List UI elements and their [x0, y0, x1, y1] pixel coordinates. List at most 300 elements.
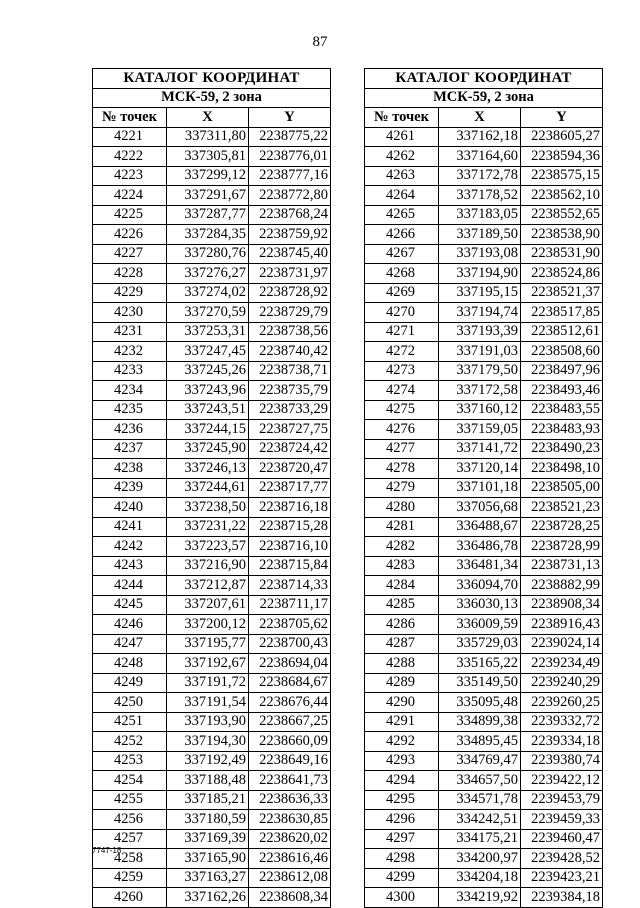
table-row: [365, 654, 603, 674]
point-number: 4291: [365, 712, 439, 732]
point-number: 4261: [365, 127, 439, 147]
y-coordinate: 2238735,79: [249, 381, 331, 401]
y-coordinate: 2239024,14: [521, 634, 603, 654]
y-coordinate: 2238552,65: [521, 205, 603, 225]
x-coordinate: 337195,15: [439, 283, 521, 303]
table-row: [365, 888, 603, 908]
point-number: 4260: [93, 888, 167, 908]
x-coordinate: 334895,45: [439, 732, 521, 752]
point-number: 4222: [93, 147, 167, 167]
x-coordinate: 337120,14: [439, 459, 521, 479]
coordinate-catalog-left: [92, 68, 331, 908]
point-number: 4243: [93, 556, 167, 576]
y-coordinate: 2238505,00: [521, 478, 603, 498]
table-row: [93, 459, 331, 479]
y-coordinate: 2238575,15: [521, 166, 603, 186]
table-row: [93, 439, 331, 459]
point-number: 4232: [93, 342, 167, 362]
x-coordinate: 337159,05: [439, 420, 521, 440]
y-coordinate: 2238716,18: [249, 498, 331, 518]
table-row: [365, 303, 603, 323]
table-row: [93, 186, 331, 206]
y-coordinate: 2239460,47: [521, 829, 603, 849]
page-number: 87: [312, 34, 328, 50]
x-coordinate: 337245,26: [167, 361, 249, 381]
table-row: [365, 186, 603, 206]
point-number: 4290: [365, 693, 439, 713]
x-coordinate: 334769,47: [439, 751, 521, 771]
table-row: [93, 400, 331, 420]
catalog-title: КАТАЛОГ КООРДИНАТ: [365, 69, 603, 89]
y-coordinate: 2238715,84: [249, 556, 331, 576]
y-coordinate: 2239240,29: [521, 673, 603, 693]
x-coordinate: 337191,72: [167, 673, 249, 693]
y-coordinate: 2238776,01: [249, 147, 331, 167]
table-row: [93, 556, 331, 576]
table-row: [93, 127, 331, 147]
table-row: [93, 498, 331, 518]
table-row: [93, 517, 331, 537]
x-coordinate: 335165,22: [439, 654, 521, 674]
column-header-y: Y: [521, 108, 603, 128]
table-row: [93, 283, 331, 303]
x-coordinate: 337162,26: [167, 888, 249, 908]
x-coordinate: 334175,21: [439, 829, 521, 849]
y-coordinate: 2238667,25: [249, 712, 331, 732]
point-number: 4257: [93, 829, 167, 849]
point-number: 4221: [93, 127, 167, 147]
y-coordinate: 2238620,02: [249, 829, 331, 849]
point-number: 4278: [365, 459, 439, 479]
y-coordinate: 2238521,23: [521, 498, 603, 518]
catalog-body: [365, 127, 603, 907]
x-coordinate: 337243,96: [167, 381, 249, 401]
table-row: [93, 615, 331, 635]
x-coordinate: 337311,80: [167, 127, 249, 147]
table-row: [93, 166, 331, 186]
x-coordinate: 337180,59: [167, 810, 249, 830]
y-coordinate: 2238636,33: [249, 790, 331, 810]
y-coordinate: 2238772,80: [249, 186, 331, 206]
y-coordinate: 2238738,56: [249, 322, 331, 342]
point-number: 4233: [93, 361, 167, 381]
point-number: 4282: [365, 537, 439, 557]
y-coordinate: 2238916,43: [521, 615, 603, 635]
table-row: [93, 634, 331, 654]
x-coordinate: 337178,52: [439, 186, 521, 206]
y-coordinate: 2238676,44: [249, 693, 331, 713]
x-coordinate: 335095,48: [439, 693, 521, 713]
table-row: [365, 615, 603, 635]
point-number: 4231: [93, 322, 167, 342]
x-coordinate: 337305,81: [167, 147, 249, 167]
x-coordinate: 337179,50: [439, 361, 521, 381]
x-coordinate: 337231,22: [167, 517, 249, 537]
y-coordinate: 2238728,92: [249, 283, 331, 303]
y-coordinate: 2238715,28: [249, 517, 331, 537]
x-coordinate: 337172,78: [439, 166, 521, 186]
y-coordinate: 2238731,97: [249, 264, 331, 284]
point-number: 4225: [93, 205, 167, 225]
y-coordinate: 2238705,62: [249, 615, 331, 635]
point-number: 4263: [365, 166, 439, 186]
catalog-title: КАТАЛОГ КООРДИНАТ: [93, 69, 331, 89]
y-coordinate: 2238882,99: [521, 576, 603, 596]
table-row: [365, 264, 603, 284]
y-coordinate: 2238512,61: [521, 322, 603, 342]
table-row: [93, 595, 331, 615]
x-coordinate: 337192,67: [167, 654, 249, 674]
y-coordinate: 2238493,46: [521, 381, 603, 401]
point-number: 4280: [365, 498, 439, 518]
y-coordinate: 2239459,33: [521, 810, 603, 830]
table-row: [365, 868, 603, 888]
catalog-body: [93, 127, 331, 907]
x-coordinate: 334242,51: [439, 810, 521, 830]
point-number: 4253: [93, 751, 167, 771]
x-coordinate: 334899,38: [439, 712, 521, 732]
table-row: [365, 400, 603, 420]
x-coordinate: 337101,18: [439, 478, 521, 498]
y-coordinate: 2238524,86: [521, 264, 603, 284]
point-number: 4256: [93, 810, 167, 830]
table-row: [93, 478, 331, 498]
table-row: [365, 751, 603, 771]
column-header-y: Y: [249, 108, 331, 128]
x-coordinate: 337191,03: [439, 342, 521, 362]
x-coordinate: 335149,50: [439, 673, 521, 693]
x-coordinate: 337191,54: [167, 693, 249, 713]
point-number: 4250: [93, 693, 167, 713]
table-row: [365, 517, 603, 537]
table-row: [93, 751, 331, 771]
y-coordinate: 2238612,08: [249, 868, 331, 888]
point-number: 4228: [93, 264, 167, 284]
x-coordinate: 337287,77: [167, 205, 249, 225]
y-coordinate: 2239453,79: [521, 790, 603, 810]
table-row: [365, 127, 603, 147]
x-coordinate: 337244,15: [167, 420, 249, 440]
y-coordinate: 2239428,52: [521, 849, 603, 869]
y-coordinate: 2238768,24: [249, 205, 331, 225]
x-coordinate: 337200,12: [167, 615, 249, 635]
y-coordinate: 2238490,23: [521, 439, 603, 459]
table-row: [93, 849, 331, 869]
column-header-x: X: [439, 108, 521, 128]
y-coordinate: 2239423,21: [521, 868, 603, 888]
point-number: 4279: [365, 478, 439, 498]
x-coordinate: 337163,27: [167, 868, 249, 888]
point-number: 4249: [93, 673, 167, 693]
table-row: [365, 810, 603, 830]
y-coordinate: 2238660,09: [249, 732, 331, 752]
x-coordinate: 334657,50: [439, 771, 521, 791]
y-coordinate: 2238694,04: [249, 654, 331, 674]
y-coordinate: 2238497,96: [521, 361, 603, 381]
point-number: 4247: [93, 634, 167, 654]
table-row: [365, 537, 603, 557]
x-coordinate: 337212,87: [167, 576, 249, 596]
point-number: 4293: [365, 751, 439, 771]
y-coordinate: 2238728,99: [521, 537, 603, 557]
x-coordinate: 337223,57: [167, 537, 249, 557]
y-coordinate: 2238717,77: [249, 478, 331, 498]
x-coordinate: 335729,03: [439, 634, 521, 654]
point-number: 4246: [93, 615, 167, 635]
table-row: [365, 673, 603, 693]
x-coordinate: 337245,90: [167, 439, 249, 459]
point-number: 4245: [93, 595, 167, 615]
y-coordinate: 2238729,79: [249, 303, 331, 323]
table-row: [365, 225, 603, 245]
point-number: 4270: [365, 303, 439, 323]
y-coordinate: 2238498,10: [521, 459, 603, 479]
table-row: [93, 244, 331, 264]
y-coordinate: 2238562,10: [521, 186, 603, 206]
table-row: [93, 342, 331, 362]
table-row: [365, 849, 603, 869]
x-coordinate: 337193,90: [167, 712, 249, 732]
x-coordinate: 337165,90: [167, 849, 249, 869]
y-coordinate: 2238711,17: [249, 595, 331, 615]
y-coordinate: 2238716,10: [249, 537, 331, 557]
x-coordinate: 337193,39: [439, 322, 521, 342]
x-coordinate: 337243,51: [167, 400, 249, 420]
table-row: [365, 478, 603, 498]
x-coordinate: 337195,77: [167, 634, 249, 654]
point-number: 4275: [365, 400, 439, 420]
y-coordinate: 2238731,13: [521, 556, 603, 576]
y-coordinate: 2238531,90: [521, 244, 603, 264]
x-coordinate: 337164,60: [439, 147, 521, 167]
point-number: 4255: [93, 790, 167, 810]
point-number: 4296: [365, 810, 439, 830]
x-coordinate: 337169,39: [167, 829, 249, 849]
x-coordinate: 337160,12: [439, 400, 521, 420]
y-coordinate: 2238649,16: [249, 751, 331, 771]
table-row: [365, 498, 603, 518]
table-row: [365, 205, 603, 225]
table-row: [365, 361, 603, 381]
table-row: [365, 420, 603, 440]
y-coordinate: 2239380,74: [521, 751, 603, 771]
y-coordinate: 2238775,22: [249, 127, 331, 147]
point-number: 4258: [93, 849, 167, 869]
y-coordinate: 2238733,29: [249, 400, 331, 420]
point-number: 4271: [365, 322, 439, 342]
point-number: 4224: [93, 186, 167, 206]
point-number: 4288: [365, 654, 439, 674]
x-coordinate: 337207,61: [167, 595, 249, 615]
table-row: [93, 829, 331, 849]
point-number: 4281: [365, 517, 439, 537]
point-number: 4289: [365, 673, 439, 693]
table-row: [365, 166, 603, 186]
x-coordinate: 337246,13: [167, 459, 249, 479]
table-row: [365, 283, 603, 303]
table-row: [365, 556, 603, 576]
point-number: 4226: [93, 225, 167, 245]
y-coordinate: 2238759,92: [249, 225, 331, 245]
table-row: [93, 420, 331, 440]
point-number: 4297: [365, 829, 439, 849]
table-row: [93, 693, 331, 713]
point-number: 4236: [93, 420, 167, 440]
x-coordinate: 336009,59: [439, 615, 521, 635]
point-number: 4286: [365, 615, 439, 635]
table-row: [365, 459, 603, 479]
y-coordinate: 2238727,75: [249, 420, 331, 440]
x-coordinate: 337299,12: [167, 166, 249, 186]
table-row: [365, 634, 603, 654]
x-coordinate: 337193,08: [439, 244, 521, 264]
point-number: 4268: [365, 264, 439, 284]
x-coordinate: 337194,30: [167, 732, 249, 752]
x-coordinate: 337247,45: [167, 342, 249, 362]
y-coordinate: 2238594,36: [521, 147, 603, 167]
x-coordinate: 337172,58: [439, 381, 521, 401]
x-coordinate: 337141,72: [439, 439, 521, 459]
point-number: 4273: [365, 361, 439, 381]
y-coordinate: 2238483,93: [521, 420, 603, 440]
y-coordinate: 2239384,18: [521, 888, 603, 908]
point-number: 4242: [93, 537, 167, 557]
x-coordinate: 337274,02: [167, 283, 249, 303]
table-row: [93, 576, 331, 596]
table-row: [365, 790, 603, 810]
table-row: [93, 225, 331, 245]
table-row: [93, 673, 331, 693]
table-row: [365, 244, 603, 264]
y-coordinate: 2238714,33: [249, 576, 331, 596]
coordinate-catalog-right: [364, 68, 603, 908]
point-number: 4248: [93, 654, 167, 674]
x-coordinate: 337056,68: [439, 498, 521, 518]
table-row: [93, 732, 331, 752]
point-number: 4274: [365, 381, 439, 401]
point-number: 4284: [365, 576, 439, 596]
point-number: 4266: [365, 225, 439, 245]
x-coordinate: 336481,34: [439, 556, 521, 576]
table-row: [365, 771, 603, 791]
x-coordinate: 337284,35: [167, 225, 249, 245]
point-number: 4265: [365, 205, 439, 225]
y-coordinate: 2238508,60: [521, 342, 603, 362]
y-coordinate: 2238616,46: [249, 849, 331, 869]
y-coordinate: 2238538,90: [521, 225, 603, 245]
point-number: 4259: [93, 868, 167, 888]
point-number: 4299: [365, 868, 439, 888]
point-number: 4223: [93, 166, 167, 186]
column-header-x: X: [167, 108, 249, 128]
point-number: 4294: [365, 771, 439, 791]
x-coordinate: 337291,67: [167, 186, 249, 206]
x-coordinate: 337185,21: [167, 790, 249, 810]
x-coordinate: 336486,78: [439, 537, 521, 557]
y-coordinate: 2238740,42: [249, 342, 331, 362]
y-coordinate: 2238605,27: [521, 127, 603, 147]
x-coordinate: 334200,97: [439, 849, 521, 869]
x-coordinate: 337162,18: [439, 127, 521, 147]
point-number: 4264: [365, 186, 439, 206]
x-coordinate: 337194,74: [439, 303, 521, 323]
point-number: 4240: [93, 498, 167, 518]
x-coordinate: 337270,59: [167, 303, 249, 323]
x-coordinate: 337216,90: [167, 556, 249, 576]
y-coordinate: 2239422,12: [521, 771, 603, 791]
catalog-subtitle: МСК-59, 2 зона: [93, 88, 331, 108]
x-coordinate: 337238,50: [167, 498, 249, 518]
table-row: [93, 790, 331, 810]
point-number: 4251: [93, 712, 167, 732]
table-row: [365, 732, 603, 752]
y-coordinate: 2239234,49: [521, 654, 603, 674]
y-coordinate: 2238684,67: [249, 673, 331, 693]
point-number: 4277: [365, 439, 439, 459]
table-row: [93, 205, 331, 225]
point-number: 4227: [93, 244, 167, 264]
table-row: [365, 693, 603, 713]
x-coordinate: 336030,13: [439, 595, 521, 615]
y-coordinate: 2239332,72: [521, 712, 603, 732]
point-number: 4230: [93, 303, 167, 323]
x-coordinate: 337189,50: [439, 225, 521, 245]
table-row: [365, 147, 603, 167]
y-coordinate: 2239334,18: [521, 732, 603, 752]
x-coordinate: 336094,70: [439, 576, 521, 596]
table-row: [365, 342, 603, 362]
x-coordinate: 334204,18: [439, 868, 521, 888]
point-number: 4295: [365, 790, 439, 810]
y-coordinate: 2238700,43: [249, 634, 331, 654]
x-coordinate: 334571,78: [439, 790, 521, 810]
table-row: [93, 712, 331, 732]
table-row: [93, 654, 331, 674]
catalog-subtitle: МСК-59, 2 зона: [365, 88, 603, 108]
table-row: [93, 303, 331, 323]
column-header-point: № точек: [365, 108, 439, 128]
point-number: 4229: [93, 283, 167, 303]
y-coordinate: 2238908,34: [521, 595, 603, 615]
table-row: [365, 381, 603, 401]
x-coordinate: 337183,05: [439, 205, 521, 225]
x-coordinate: 337244,61: [167, 478, 249, 498]
y-coordinate: 2238608,34: [249, 888, 331, 908]
table-row: [365, 322, 603, 342]
table-row: [93, 264, 331, 284]
y-coordinate: 2238517,85: [521, 303, 603, 323]
table-row: [93, 537, 331, 557]
y-coordinate: 2238745,40: [249, 244, 331, 264]
x-coordinate: 337192,49: [167, 751, 249, 771]
y-coordinate: 2238630,85: [249, 810, 331, 830]
table-row: [93, 147, 331, 167]
x-coordinate: 334219,92: [439, 888, 521, 908]
column-header-point: № точек: [93, 108, 167, 128]
point-number: 4285: [365, 595, 439, 615]
table-row: [93, 888, 331, 908]
point-number: 4254: [93, 771, 167, 791]
y-coordinate: 2238738,71: [249, 361, 331, 381]
table-row: [93, 868, 331, 888]
table-row: [365, 576, 603, 596]
y-coordinate: 2238777,16: [249, 166, 331, 186]
point-number: 4238: [93, 459, 167, 479]
point-number: 4300: [365, 888, 439, 908]
point-number: 4272: [365, 342, 439, 362]
table-row: [93, 381, 331, 401]
point-number: 4237: [93, 439, 167, 459]
